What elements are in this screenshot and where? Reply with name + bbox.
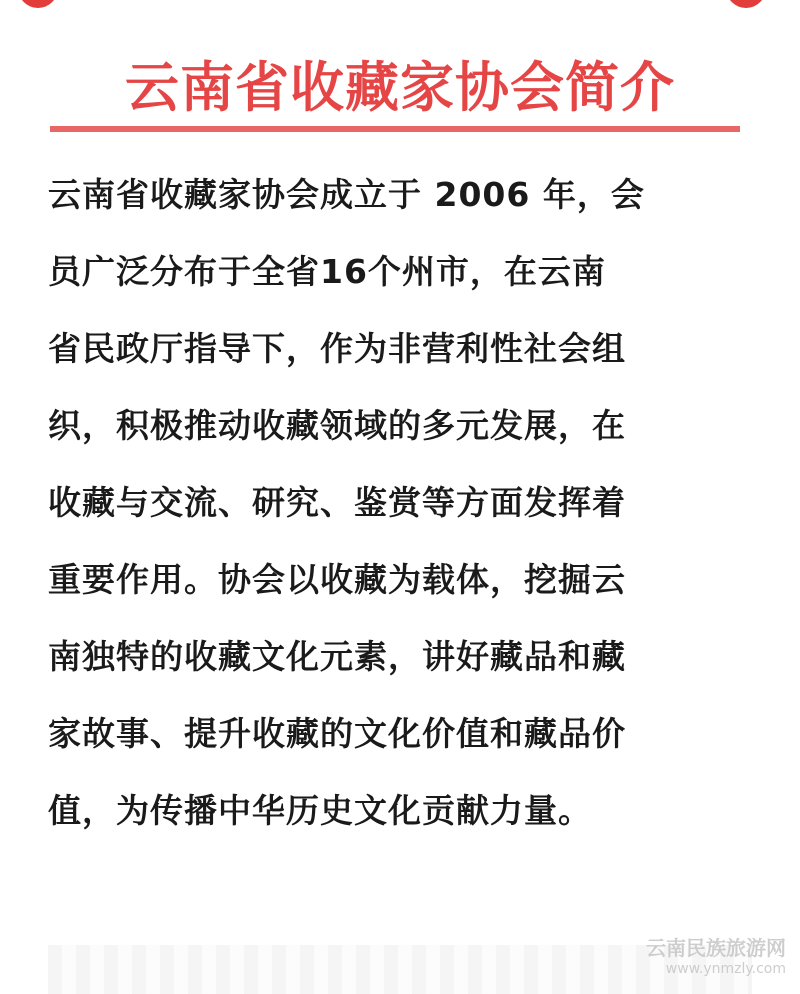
corner-ornament-right	[726, 0, 766, 8]
site-watermark	[646, 936, 786, 978]
paragraph-line: 收藏与交流、研究、鉴赏等方面发挥着	[48, 483, 626, 522]
corner-ornament-left	[18, 0, 58, 8]
paragraph-line: 家故事、提升收藏的文化价值和藏品价	[48, 714, 626, 753]
paragraph-line: 南独特的收藏文化元素，讲好藏品和藏	[48, 637, 626, 676]
paragraph-line: 织，积极推动收藏领域的多元发展，在	[48, 406, 626, 445]
paragraph-line: 重要作用。协会以收藏为载体，挖掘云	[48, 560, 626, 599]
watermark-name: 云南民族旅游网	[646, 936, 786, 960]
page-title: 云南省收藏家协会简介	[125, 56, 675, 119]
paragraph-line: 值，为传播中华历史文化贡献力量。	[48, 791, 592, 830]
watermark-url: www.ynmzly.com	[665, 961, 786, 977]
intro-paragraph	[48, 156, 752, 849]
paragraph-line: 省民政厅指导下，作为非营利性社会组	[48, 329, 626, 368]
paragraph-line: 员广泛分布于全省16个州市，在云南	[48, 252, 606, 291]
title-underline	[50, 126, 740, 132]
paragraph-line: 云南省收藏家协会成立于 2006 年，会	[48, 175, 645, 214]
